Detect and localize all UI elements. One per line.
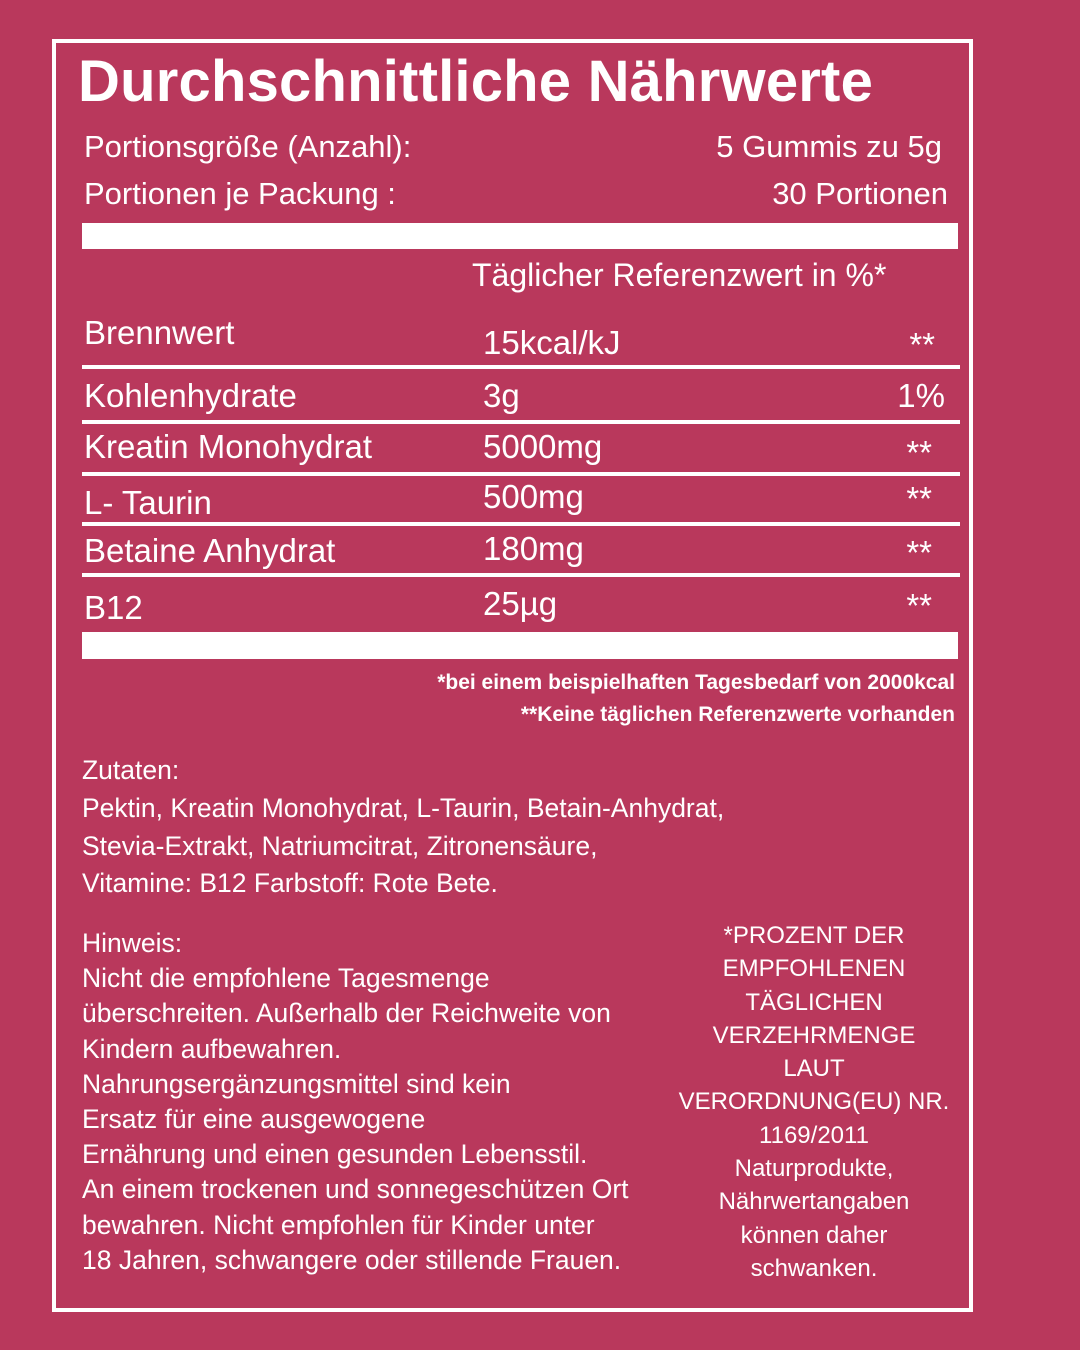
ingredients-line: Pektin, Kreatin Monohydrat, L-Taurin, Betain-Anhydrat,: [82, 792, 725, 823]
nutrient-name: Brennwert: [84, 314, 235, 351]
reference-value-header: Täglicher Referenzwert in %*: [472, 257, 887, 293]
notice-line: überschreiten. Außerhalb der Reichweite von: [82, 998, 611, 1029]
nutrient-reference: **: [906, 480, 932, 517]
nutrient-name: Betaine Anhydrat: [84, 532, 336, 569]
notice-line: Nicht die empfohlene Tagesmenge: [82, 963, 490, 994]
serving-size-value: 5 Gummis zu 5g: [716, 129, 942, 164]
nutrient-reference: **: [906, 434, 932, 471]
bottom-divider-bar: [82, 632, 958, 659]
nutrient-amount: 25µg: [483, 585, 558, 622]
footnote-no-reference: **Keine täglichen Referenzwerte vorhanden: [520, 703, 955, 726]
top-divider-bar: [82, 223, 958, 249]
side-note-line: Nährwertangaben: [718, 1188, 910, 1216]
ingredients-line: Vitamine: B12 Farbstoff: Rote Bete.: [82, 868, 498, 899]
notice-heading: Hinweis:: [82, 928, 183, 958]
notice-line: Ersatz für eine ausgewogene: [82, 1104, 426, 1135]
nutrient-amount: 3g: [483, 377, 520, 414]
regulation-side-note: [660, 919, 968, 1285]
side-note-line: schwanken.: [750, 1254, 878, 1282]
notice-section: [82, 926, 629, 1278]
notice-line: Ernährung und einen gesunden Lebensstil.: [82, 1139, 588, 1170]
ingredients-line: Stevia-Extrakt, Natriumcitrat, Zitronensäure,: [82, 830, 598, 861]
nutrient-reference: **: [909, 326, 935, 363]
side-note-line: EMPFOHLENEN: [722, 955, 906, 983]
side-note-line: VERORDNUNG(EU) NR.: [678, 1088, 950, 1116]
row-divider: [82, 522, 960, 526]
row-divider: [82, 420, 960, 424]
nutrient-reference: **: [906, 534, 932, 571]
ingredients-heading: Zutaten:: [82, 755, 180, 785]
notice-line: Nahrungsergänzungsmittel sind kein: [82, 1068, 511, 1099]
nutrient-reference: **: [906, 587, 932, 624]
nutrient-name: B12: [84, 589, 143, 626]
nutrient-amount: 500mg: [483, 478, 584, 515]
row-divider: [82, 573, 960, 577]
ingredients-section: [82, 752, 724, 903]
side-note-line: *PROZENT DER: [723, 922, 905, 949]
servings-per-pack-value: 30 Portionen: [772, 176, 948, 211]
serving-size-label: Portionsgröße (Anzahl):: [84, 129, 412, 164]
nutrient-name: L- Taurin: [84, 484, 212, 521]
nutrient-amount: 180mg: [483, 530, 584, 567]
side-note-line: 1169/2011: [759, 1121, 869, 1149]
side-note-line: LAUT: [783, 1055, 845, 1083]
nutrient-reference: 1%: [897, 377, 945, 414]
nutrient-name: Kreatin Monohydrat: [84, 428, 372, 465]
nutrient-amount: 5000mg: [483, 428, 603, 465]
nutrient-amount: 15kcal/kJ: [483, 324, 621, 361]
footnote-reference-intake: *bei einem beispielhaften Tagesbedarf von 2000kcal: [437, 671, 955, 694]
notice-line: Kindern aufbewahren.: [82, 1033, 342, 1064]
notice-line: bewahren. Nicht empfohlen für Kinder unter: [82, 1209, 595, 1240]
side-note-line: können daher: [740, 1221, 888, 1249]
notice-line: 18 Jahren, schwangere oder stillende Frauen.: [82, 1244, 622, 1275]
side-note-line: VERZEHRMENGE: [712, 1021, 916, 1049]
side-note-line: TÄGLICHEN: [745, 988, 883, 1016]
nutrient-name: Kohlenhydrate: [84, 377, 297, 414]
label-title: Durchschnittliche Nährwerte: [78, 49, 874, 114]
servings-per-pack-label: Portionen je Packung :: [84, 176, 396, 211]
side-note-line: Naturprodukte,: [734, 1155, 894, 1183]
notice-line: An einem trockenen und sonnegeschützen Ort: [82, 1174, 629, 1205]
row-divider: [82, 365, 960, 369]
